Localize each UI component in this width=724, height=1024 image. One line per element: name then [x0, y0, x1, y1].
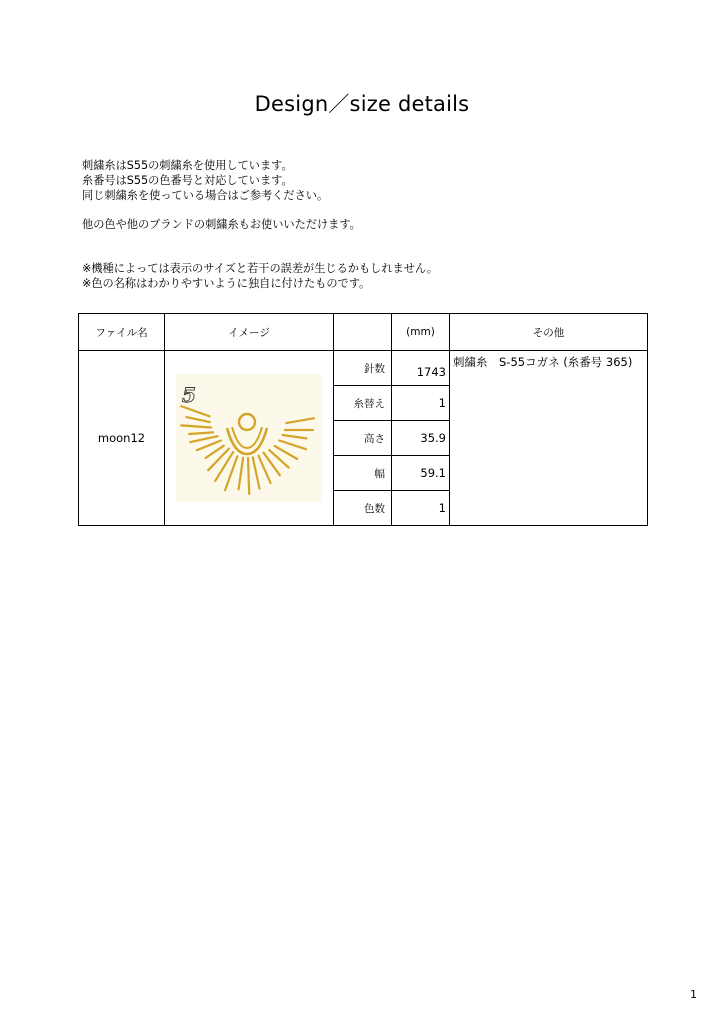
sun-ray: [248, 458, 249, 494]
embroidery-preview: [176, 374, 322, 502]
note-line: ※機種によっては表示のサイズと若干の誤差が生じるかもしれません。: [82, 262, 438, 276]
sun-ray: [181, 406, 209, 416]
header-blank: [334, 314, 392, 351]
sun-ray: [208, 449, 229, 471]
row-value: 59.1: [392, 456, 450, 491]
row-label: 針数: [334, 351, 392, 386]
other-info: 刺繍糸 S-55コガネ (糸番号 365): [450, 351, 648, 526]
row-label: 高さ: [334, 421, 392, 456]
header-image: イメージ: [165, 314, 334, 351]
row-value: 1743: [392, 351, 450, 386]
sun-ray: [279, 441, 306, 450]
image-digit: 5: [182, 383, 196, 407]
row-value: 35.9: [392, 421, 450, 456]
sun-ray: [286, 418, 314, 423]
row-label: 幅: [334, 456, 392, 491]
sun-ray: [181, 425, 211, 427]
note-line: 他の色や他のブランドの刺繍糸もお使いいただけます。: [82, 218, 361, 232]
note-line: 刺繍糸はS55の刺繍糸を使用しています。: [82, 159, 293, 172]
sun-ray: [190, 436, 217, 442]
page-number: 1: [690, 988, 697, 1001]
row-label: 糸替え: [334, 386, 392, 421]
note-line: 同じ刺繍糸を使っている場合はご参考ください。: [82, 188, 329, 202]
file-name: moon12: [79, 351, 165, 526]
sun-ray: [239, 458, 244, 490]
notes-block: [82, 159, 438, 292]
spec-table: [78, 313, 648, 526]
header-unit: (mm): [392, 314, 450, 351]
row-label: 色数: [334, 491, 392, 526]
note-line: ※色の名称はわかりやすいように独自に付けたものです。: [82, 276, 371, 290]
sun-ray: [253, 457, 260, 488]
image-cell: [165, 351, 334, 526]
note-line: 糸番号はS55の色番号と対応しています。: [82, 173, 293, 187]
sun-ray: [186, 417, 209, 422]
sun-ray: [283, 435, 307, 438]
table-row: [79, 351, 648, 386]
header-other: その他: [450, 314, 648, 351]
row-value: 1: [392, 491, 450, 526]
header-file: ファイル名: [79, 314, 165, 351]
page-title: Design／size details: [254, 92, 470, 116]
table-header-row: [79, 314, 648, 351]
row-value: 1: [392, 386, 450, 421]
moon-sun-embroidery-icon: [176, 374, 322, 502]
sun-ray: [189, 432, 213, 434]
